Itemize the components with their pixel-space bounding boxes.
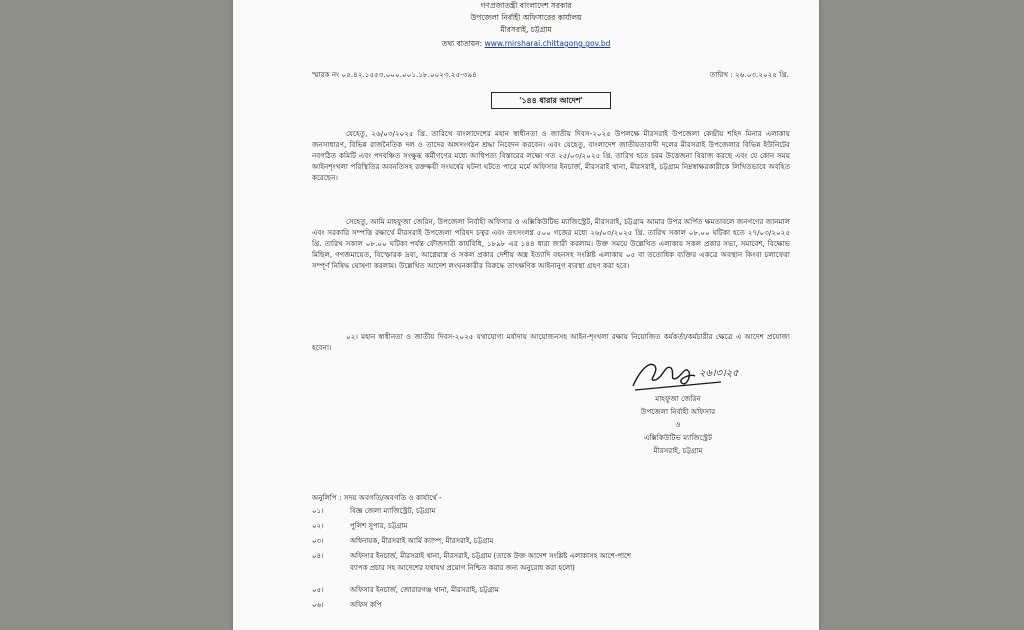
- signatory-and: ও: [675, 420, 681, 429]
- copy-item-number: ০৬।: [312, 601, 324, 609]
- memo-reference: স্মারক নং ০৫.৪২.১৫৫৩.০০০.০০১.১৮.০০২৩.২৫-৩৯৪: [312, 70, 477, 79]
- copy-item: [312, 551, 631, 562]
- copy-item-number: ০১।: [312, 507, 324, 515]
- copy-item-number: ০৫।: [312, 586, 324, 594]
- location-header: মীরসরাই, চট্টগ্রাম: [500, 25, 552, 34]
- order-title: '১৪৪ ধারার আদেশ': [491, 92, 611, 109]
- office-header: উপজেলা নির্বাহী অফিসারের কার্যালয়: [470, 13, 582, 22]
- website-label: তথ্য বাতায়ন:: [441, 39, 483, 48]
- copy-item-text: অফিস কপি: [350, 601, 382, 609]
- signatory-name: মাহফুজা জেরিন: [655, 394, 701, 403]
- copy-item-text: বিজ্ঞ জেলা ম্যাজিস্ট্রেট, চট্টগ্রাম: [350, 507, 436, 515]
- website-line: [233, 38, 819, 50]
- copy-item-number: ০২।: [312, 522, 324, 530]
- copy-heading: অনুলিপি : সদয় অবগতি/অবগতি ও কার্যার্থে -: [312, 493, 442, 502]
- signatory-title-1: উপজেলা নির্বাহী অফিসার: [640, 407, 716, 416]
- website-link[interactable]: www.mirsharai.chittagong.gov.bd: [484, 39, 611, 48]
- signatory-title-2: এক্সিকিউটিভ ম্যাজিস্ট্রেট: [644, 433, 712, 442]
- copy-item-text: অধিনায়ক, মীরসরাই আর্মি ক্যাম্প, মীরসরাই, চট্টগ্রাম: [350, 537, 494, 545]
- copy-item: [312, 585, 499, 596]
- copy-item-text: অফিসার ইনচার্জ, জোরারগঞ্জ থানা, মীরসরাই, চট্টগ্রাম: [350, 586, 499, 594]
- copy-item: [312, 536, 493, 547]
- memo-date: তারিখ : ২৬.০৩.২০২৫ খ্রি.: [709, 70, 789, 79]
- copy-item-continuation: ব্যাপক প্রচার সহ আদেশের যথাযথ প্রয়োগ নিশ্চিত করার জন্য অনুরোধ করা হলো): [350, 564, 575, 572]
- paragraph-3: ০২। মহান স্বাধীনতা ও জাতীয় দিবস-২০২৫ যথাযোগ্য মর্যাদায় আয়োজনসহ আইন-শৃংখলা রক্ষায় নিয়োজিত কর্মকর্তা/কর্মচারীর ক্ষেত্রে এ আদেশ প্রযোজ্য হবেনা।: [312, 332, 790, 352]
- handwritten-signature: [625, 352, 755, 394]
- copy-item-text: পুলিশ সুপার, চট্টগ্রাম: [350, 522, 408, 530]
- copy-item-text: অফিসার ইনচার্জ, মীরসরাই থানা, মীরসরাই, চট্টগ্রাম (তাকে উক্ত আদেশ সংশ্লিষ্ট এলাকাসহ আশে-পাশে: [350, 552, 631, 560]
- copy-item-number: ০৪।: [312, 552, 324, 560]
- signature-date: ২৬।৩।২৫: [699, 368, 739, 379]
- document-page: [233, 0, 819, 630]
- govt-header: গণপ্রজাতন্ত্রী বাংলাদেশ সরকার: [480, 1, 572, 10]
- copy-item: [312, 506, 435, 517]
- copy-item: [312, 600, 382, 611]
- signatory-place: মীরসরাই, চট্টগ্রাম: [653, 446, 703, 455]
- paragraph-2: সেহেতু, আমি মাহফুজা জেরিন, উপজেলা নির্বাহী অফিসার ও এক্সিকিউটিভ ম্যাজিস্ট্রেট, মীরসরাই, চট্টগ্রাম আমার উপর অর্পিত ক্ষমতাবলে জনগণের জানমাল এবং সরকারি সম্পত্তি রক্ষার্থে মীরসরাই উপজেলা পরিষদ চত্বর এবং তৎসংলগ্ন ৫০০ গজের মধ্যে ২৬/০৩/২০২৫ খ্রি. তারিখ সকাল ০৮.০০ ঘটিকা হতে ২৭/০৩/২০২৫ খ্রি. তারিখ সকাল ০৮.০০ ঘটিকা পর্যন্ত ফৌজদারী কার্যবিধি, ১৮৯৮ এর ১৪৪ ধারা জারী করলাম। উক্ত সময়ে উল্লেখিত এলাকায় সকল প্রকার সভা, সমাবেশ, বিক্ষোভ মিছিল, গণজমায়েত, বিস্ফোরক দ্রব্য, আগ্নেয়াস্ত্র ও সকল প্রকার দেশীয় অস্ত্র ইত্যাদি বহনসহ সংশ্লিষ্ট এলাকায় ০৫ বা ততোধিক ব্যক্তির একত্রে অবস্থান কিংবা চলাফেরা সম্পূর্ণ নিষিদ্ধ ঘোষণা করলাম। উল্লেখিত আদেশ লংঘনকারীর বিরুদ্ধে তাৎক্ষণিক আইনানুগ ব্যবস্থা গ্রহণ করা হবে।: [312, 217, 790, 270]
- copy-item: [312, 521, 407, 532]
- copy-item-number: ০৩।: [312, 537, 324, 545]
- paragraph-1: যেহেতু, ২৬/০৩/২০২৫ খ্রি. তারিখে বাংলাদেশের মহান স্বাধীনতা ও জাতীয় দিবস-২০২৫ উপলক্ষে মীরসরাই উপজেলা কেন্দ্রীয় শহিদ মিনার এলাকায় জনসাধারণ, বিভিন্ন রাজনৈতিক দল ও তাদের অঙ্গসংগঠন শ্রদ্ধা নিবেদন করবেন। এবং যেহেতু, বাংলাদেশ জাতীয়তাবাদী দলের মীরসরাই উপজেলার বিভিন্ন ইউনিটের নবগঠিত কমিটি এবং পদবঞ্চিত সংক্ষুব্ধ কর্মীগণের মধ্যে আধিপত্য বিস্তারের লক্ষ্যে গত ২৫/০৩/২০২৫ খ্রি. তারিখ হতে চরম উত্তেজনা বিরাজ করছে এবং যে কোন সময় আইনশৃংখলা পরিস্থিতির অবনতিসহ রক্তক্ষয়ী সংঘর্ষের ঘটনা ঘটতে পারে মর্মে অফিসার ইনচার্জ, মীরসরাই থানা, মীরসরাই, চট্টগ্রাম নিম্নস্বাক্ষরকারীকে লিখিতভাবে অবহিত করেছেন।: [312, 129, 790, 182]
